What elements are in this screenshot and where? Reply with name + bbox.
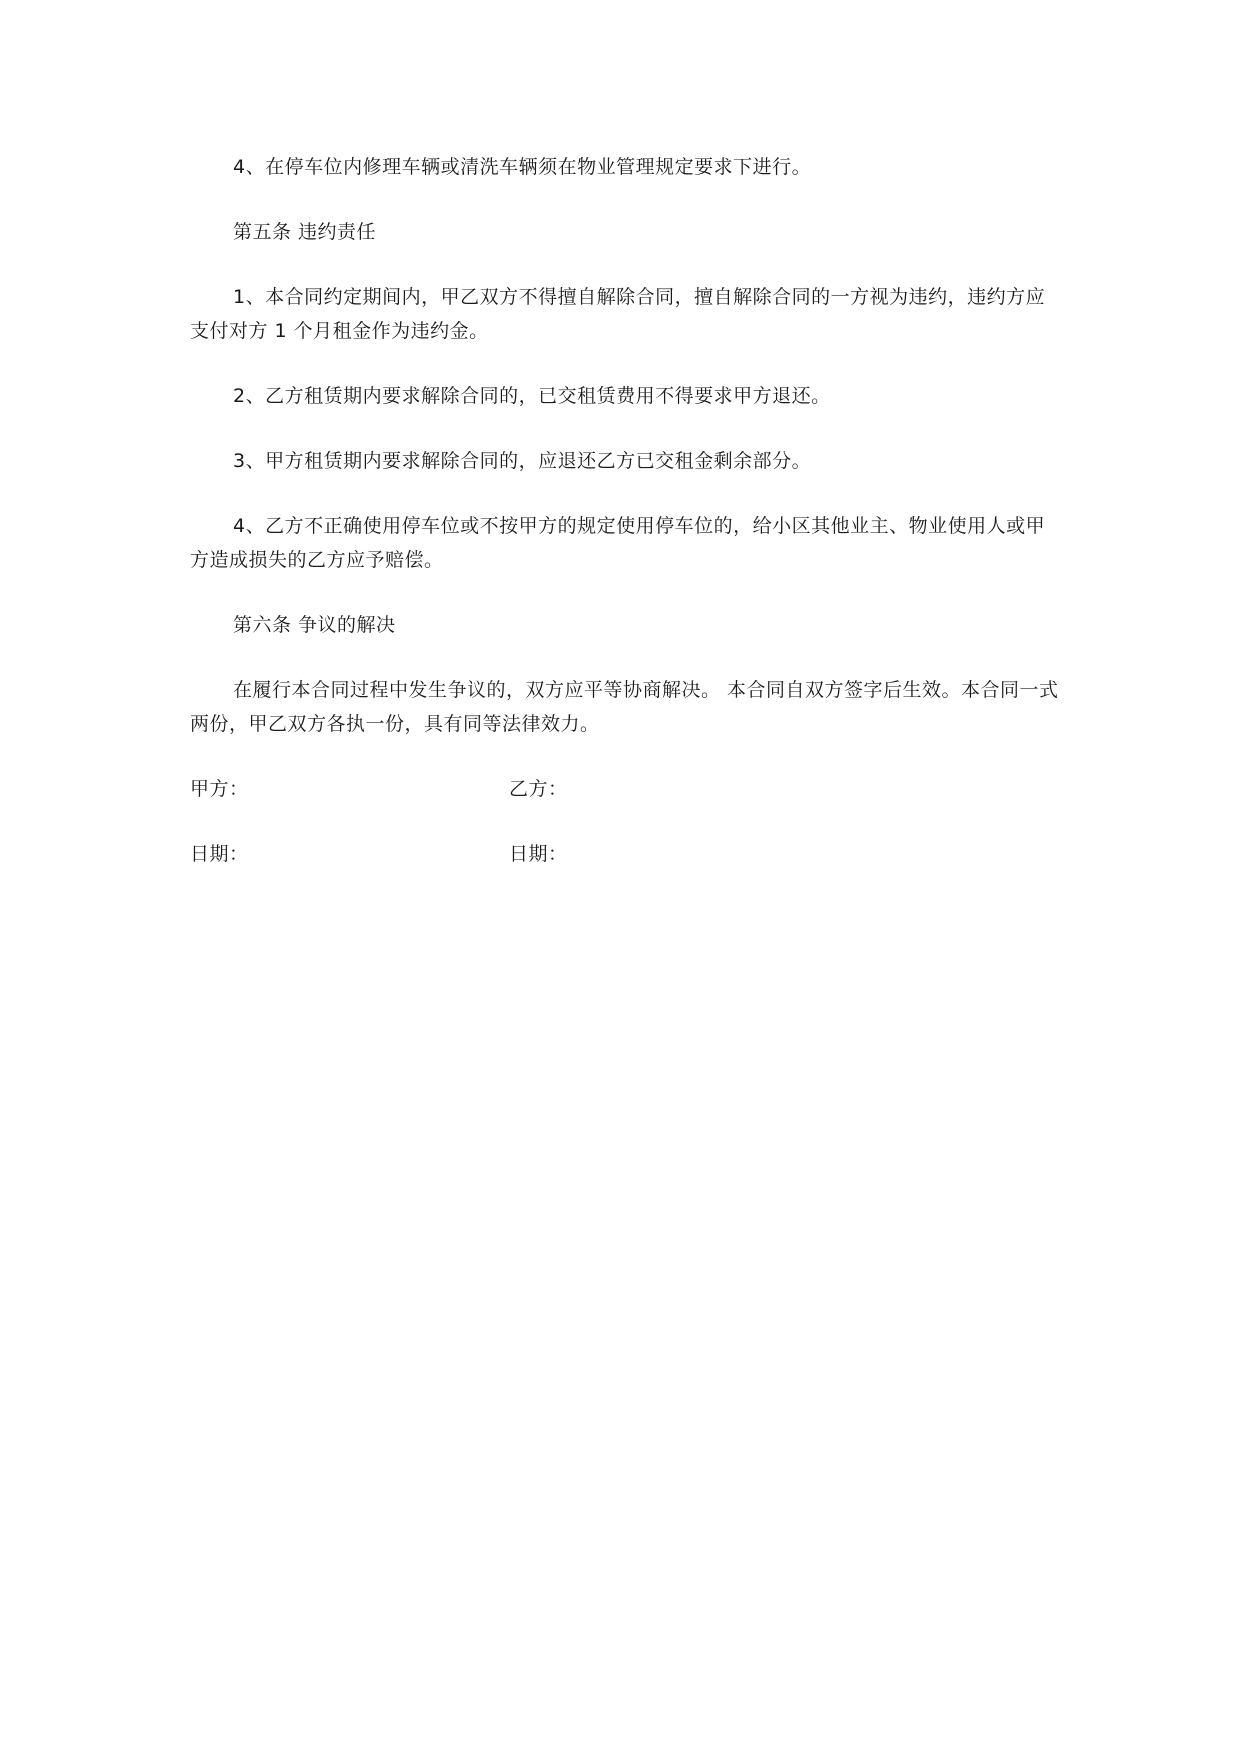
- party-a-label: 甲方：: [190, 778, 249, 800]
- date-a-label: 日期：: [190, 843, 249, 865]
- clause-4-paragraph: 4、在停车位内修理车辆或清洗车辆须在物业管理规定要求下进行。: [233, 156, 812, 178]
- section-five-heading: 第五条 违约责任: [233, 221, 377, 243]
- signature-date-row: [190, 837, 1060, 871]
- breach-clause-3: 3、甲方租赁期内要求解除合同的，应退还乙方已交租金剩余部分。: [233, 450, 812, 472]
- document-body: [190, 150, 1060, 902]
- date-b-label: 日期：: [509, 843, 568, 865]
- signature-party-row: [190, 772, 1060, 806]
- section-six-heading: 第六条 争议的解决: [233, 614, 396, 636]
- dispute-resolution-paragraph: 在履行本合同过程中发生争议的，双方应平等协商解决。 本合同自双方签字后生效。本合同一式两份，甲乙双方各执一份，具有同等法律效力。: [190, 679, 1059, 735]
- party-b-label: 乙方：: [509, 778, 568, 800]
- breach-clause-4: 4、乙方不正确使用停车位或不按甲方的规定使用停车位的，给小区其他业主、物业使用人或甲方造成损失的乙方应予赔偿。: [190, 515, 1046, 571]
- breach-clause-1: 1、本合同约定期间内，甲乙双方不得擅自解除合同，擅自解除合同的一方视为违约，违约方应支付对方 1 个月租金作为违约金。: [190, 286, 1046, 342]
- breach-clause-2: 2、乙方租赁期内要求解除合同的，已交租赁费用不得要求甲方退还。: [233, 385, 831, 407]
